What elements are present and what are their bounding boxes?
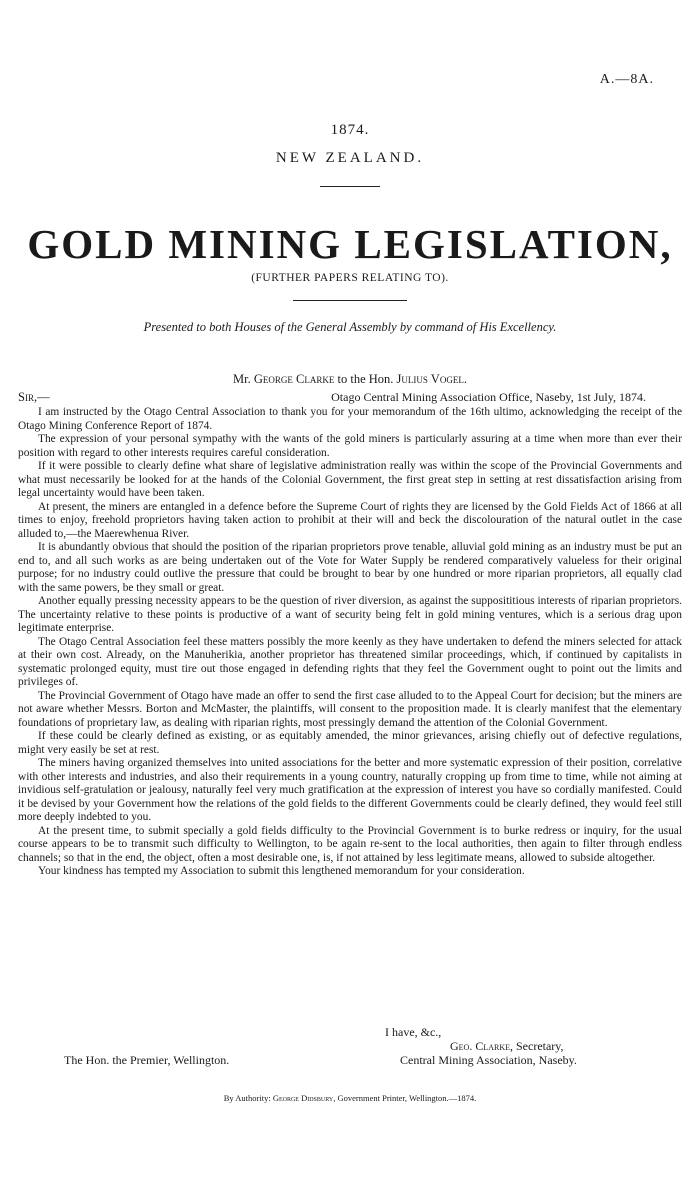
- sender-name: George Clarke: [253, 372, 335, 386]
- dateline: Otago Central Mining Association Office, Naseby, 1st July, 1874.: [331, 390, 646, 404]
- letter-heading: Mr. George Clarke to the Hon. Julius Vogel.: [233, 372, 467, 386]
- paragraph: At the present time, to submit specially a gold fields difficulty to the Provincial Government is to burke redress or inquiry, for the usual course appears to be to transmit such difficulty to Wellington, to be again re-sent to the local authorities, then again to filter through endless channels; so that in the end, the object, often a most desirable one, is, if not attained by less legitimate means, allowed to subside altogether.: [18, 824, 682, 864]
- country: NEW ZEALAND.: [275, 150, 425, 166]
- paper-reference: A.—8A.: [599, 72, 654, 87]
- salutation: Sir,—: [18, 390, 50, 404]
- printer-imprint: By Authority: George Didsbury, Government Printer, Wellington.—1874.: [223, 1093, 477, 1103]
- paragraph: Your kindness has tempted my Association to submit this lengthened memorandum for your consideration.: [38, 865, 525, 877]
- title-divider: [320, 186, 380, 187]
- paragraph: Another equally pressing necessity appears to be the question of river diversion, as against the supposititious interests of riparian proprietors. The uncertainty relative to these points is productive of a want of security being felt in gold mining ventures, which is a serious drag upon legitimate enterprise.: [18, 595, 682, 634]
- paragraph: The Provincial Government of Otago have made an offer to send the first case alluded to to the Appeal Court for decision; but the miners are not aware whether Messrs. Borton and McMaster, the plaintiffs, will consent to the proposition made. It is clearly manifest that the elementary foundations of proprietary law, as dealing with riparian rights, most pressingly demand the attention of the Colonial Government.: [18, 689, 682, 729]
- paragraph: The expression of your personal sympathy with the wants of the gold miners is particularly assuring at a time when more than ever their position with regard to other interests requires careful consideration.: [18, 433, 682, 459]
- signature-organization: Central Mining Association, Naseby.: [400, 1053, 577, 1067]
- paragraph: I am instructed by the Otago Central Association to thank you for your memorandum of the 16th ultimo, acknowledging the receipt of the Otago Mining Conference Report of 1874.: [18, 406, 682, 432]
- signature-name: Geo. Clarke: [450, 1039, 510, 1053]
- presented-line: Presented to both Houses of the General Assembly by command of His Excellency.: [143, 320, 557, 334]
- recipient-name: Julius Vogel: [396, 372, 464, 386]
- paragraph: The miners having organized themselves into united associations for the better and more systematic expression of their position, correlative with other interests and industries, and also their requirements in a young country, naturally cropping up from time to time, while not aiming at invidious self-gratulation or jealousy, naturally feel very much gratification at the expression of interest you have so cordially manifested. Could it be devised by your Government how the relations of the gold fields to the different Governments could be clearly defined, they would feel still more deeply indebted to you.: [18, 757, 682, 823]
- signature: [450, 1039, 564, 1054]
- paragraph: If these could be clearly defined as existing, or as equitably amended, the minor grievances, arising chiefly out of defective regulations, might very easily be set at rest.: [18, 730, 682, 756]
- document-subtitle: (FURTHER PAPERS RELATING TO).: [251, 272, 449, 284]
- closing: I have, &c.,: [385, 1025, 442, 1039]
- subtitle-divider: [293, 300, 407, 301]
- document-title: GOLD MINING LEGISLATION,: [27, 221, 673, 267]
- year: 1874.: [330, 122, 370, 138]
- paragraph: At present, the miners are entangled in a defence before the Supreme Court of rights they are licensed by the Gold Fields Act of 1866 at all times to enjoy, freehold proprietors having taken action to prohibit at their will and beck the discolouration of the natural outlet in the case alluded to,—the Maerewhenua River.: [18, 500, 682, 540]
- addressee: The Hon. the Premier, Wellington.: [64, 1053, 230, 1067]
- paragraph: If it were possible to clearly define what share of legislative administration really was within the scope of the Provincial Governments and what must necessarily be looked for at the hands of the Colonial Government, the first great step in setting at rest dissatisfaction arising from legal uncertainty would have been taken.: [18, 460, 682, 499]
- printer-name: George Didsbury: [272, 1093, 334, 1103]
- letter-body: [18, 406, 682, 879]
- paragraph: It is abundantly obvious that should the position of the riparian proprietors prove tenable, alluvial gold mining as an industry must be put an end to, and all such works as are being undertaken out of the Vote for Water Supply be rendered comparatively valueless for their original purpose; for no industry could outlive the pressure that could be brought to bear by one hundred or more riparian proprietors, all equally clad with the same powers, be they small or great.: [18, 541, 682, 594]
- paragraph: The Otago Central Association feel these matters possibly the more keenly as they have undertaken to defend the miners selected for attack at their own cost. Already, on the Manuherikia, another proprietor has threatened similar proceedings, which, if continued by capitalists in systematic prolonged equity, must tire out those engaged in defending rights that they feel the Government ought to point out the limits and privileges of.: [18, 635, 682, 688]
- signature-title: , Secretary,: [510, 1039, 564, 1053]
